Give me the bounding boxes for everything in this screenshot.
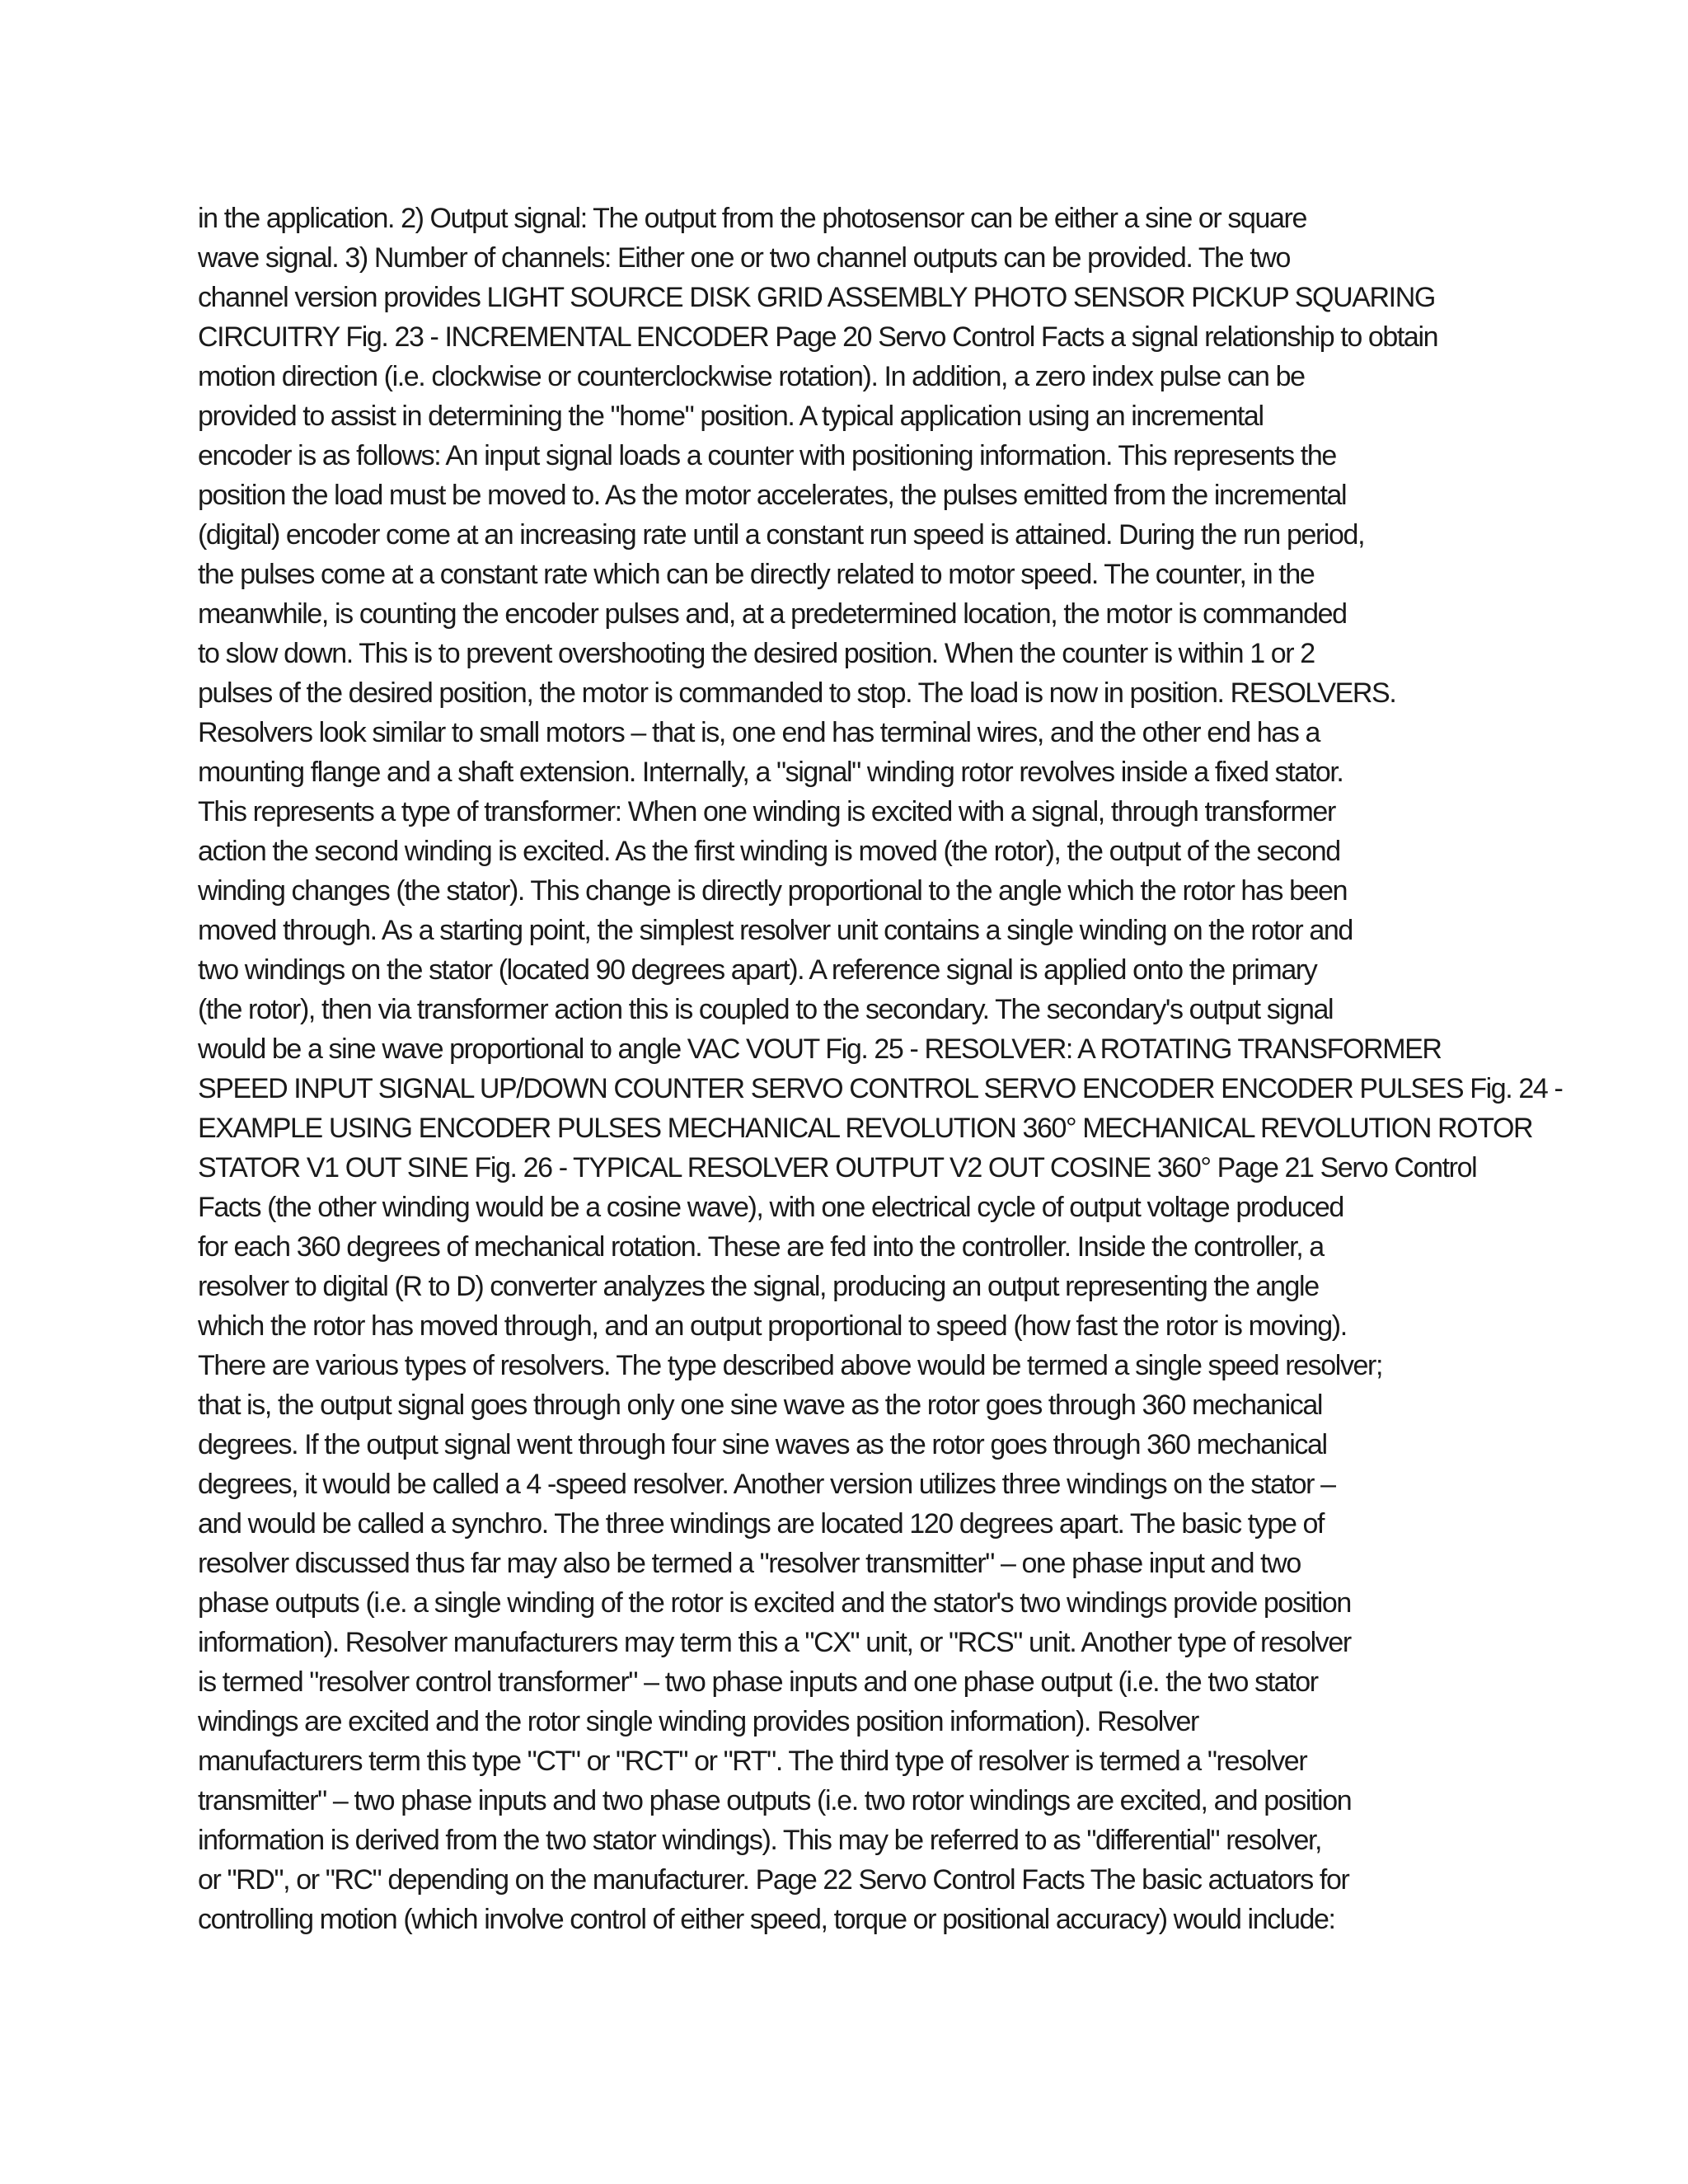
text-line: pulses of the desired position, the motor is commanded to stop. The load is now in position. RESOLVERS. <box>198 677 1396 709</box>
text-line: position the load must be moved to. As the motor accelerates, the pulses emitted from the incremental <box>198 480 1347 511</box>
text-line: is termed "resolver control transformer" – two phase inputs and one phase output (i.e. the two stator <box>198 1666 1318 1698</box>
text-line: phase outputs (i.e. a single winding of the rotor is excited and the stator's two windings provide position <box>198 1587 1351 1619</box>
text-line: winding changes (the stator). This change is directly proportional to the angle which the rotor has been <box>198 875 1348 907</box>
text-line: encoder is as follows: An input signal loads a counter with positioning information. This represents the <box>198 440 1336 471</box>
text-line: resolver discussed thus far may also be termed a "resolver transmitter" – one phase input and two <box>198 1548 1301 1579</box>
text-line: degrees. If the output signal went through four sine waves as the rotor goes through 360 mechanical <box>198 1429 1327 1460</box>
text-line: which the rotor has moved through, and an output proportional to speed (how fast the rotor is moving). <box>198 1310 1347 1342</box>
text-line: (the rotor), then via transformer action this is coupled to the secondary. The secondary's output signal <box>198 994 1334 1025</box>
text-line: manufacturers term this type "CT" or "RCT" or "RT". The third type of resolver is termed a "resolver <box>198 1746 1307 1777</box>
text-line: information is derived from the two stator windings). This may be referred to as "differential" resolver, <box>198 1825 1322 1856</box>
text-line: to slow down. This is to prevent overshooting the desired position. When the counter is within 1 or 2 <box>198 638 1315 669</box>
text-line: transmitter" – two phase inputs and two phase outputs (i.e. two rotor windings are excited, and position <box>198 1785 1352 1816</box>
text-line: Resolvers look similar to small motors – that is, one end has terminal wires, and the other end has a <box>198 717 1320 748</box>
text-line: windings are excited and the rotor single winding provides position information). Resolver <box>198 1706 1198 1737</box>
text-line: (digital) encoder come at an increasing rate until a constant run speed is attained. During the run period, <box>198 519 1365 551</box>
text-line: degrees, it would be called a 4 -speed resolver. Another version utilizes three windings on the stator – <box>198 1469 1335 1500</box>
text-line: motion direction (i.e. clockwise or counterclockwise rotation). In addition, a zero index pulse can be <box>198 361 1305 392</box>
text-line: Facts (the other winding would be a cosine wave), with one electrical cycle of output voltage produced <box>198 1192 1343 1223</box>
text-line: and would be called a synchro. The three windings are located 120 degrees apart. The basic type of <box>198 1508 1325 1540</box>
text-line: the pulses come at a constant rate which can be directly related to motor speed. The counter, in the <box>198 559 1315 590</box>
text-line: action the second winding is excited. As the first winding is moved (the rotor), the output of the second <box>198 836 1340 867</box>
text-line: SPEED INPUT SIGNAL UP/DOWN COUNTER SERVO CONTROL SERVO ENCODER ENCODER PULSES Fig. 24 - <box>198 1073 1563 1104</box>
text-line: STATOR V1 OUT SINE Fig. 26 - TYPICAL RESOLVER OUTPUT V2 OUT COSINE 360° Page 21 Servo Control <box>198 1152 1477 1183</box>
text-line: resolver to digital (R to D) converter analyzes the signal, producing an output representing the angle <box>198 1271 1319 1302</box>
text-line: meanwhile, is counting the encoder pulses and, at a predetermined location, the motor is commanded <box>198 598 1347 630</box>
text-line: controlling motion (which involve control of either speed, torque or positional accuracy) would include: <box>198 1904 1335 1935</box>
text-line: provided to assist in determining the "home" position. A typical application using an incremental <box>198 401 1264 432</box>
text-line: or "RD", or "RC" depending on the manufacturer. Page 22 Servo Control Facts The basic actuators for <box>198 1864 1349 1896</box>
text-line: There are various types of resolvers. The type described above would be termed a single speed resolver; <box>198 1350 1383 1381</box>
text-line: two windings on the stator (located 90 degrees apart). A reference signal is applied onto the primary <box>198 954 1317 986</box>
text-line: EXAMPLE USING ENCODER PULSES MECHANICAL REVOLUTION 360° MECHANICAL REVOLUTION ROTOR <box>198 1113 1533 1144</box>
text-line: would be a sine wave proportional to angle VAC VOUT Fig. 25 - RESOLVER: A ROTATING TRANSFORMER <box>198 1033 1442 1065</box>
text-line: This represents a type of transformer: When one winding is excited with a signal, through transformer <box>198 796 1335 827</box>
text-line: in the application. 2) Output signal: The output from the photosensor can be either a sine or square <box>198 203 1306 234</box>
text-line: information). Resolver manufacturers may term this a "CX" unit, or "RCS" unit. Another type of resolver <box>198 1627 1351 1658</box>
text-line: moved through. As a starting point, the simplest resolver unit contains a single winding on the rotor and <box>198 915 1353 946</box>
text-line: for each 360 degrees of mechanical rotation. These are fed into the controller. Inside the controller, a <box>198 1231 1324 1263</box>
text-line: mounting flange and a shaft extension. Internally, a "signal" winding rotor revolves inside a fixed stator. <box>198 757 1343 788</box>
text-line: channel version provides LIGHT SOURCE DISK GRID ASSEMBLY PHOTO SENSOR PICKUP SQUARING <box>198 282 1435 313</box>
text-line: wave signal. 3) Number of channels: Either one or two channel outputs can be provided. The two <box>198 242 1290 274</box>
text-line: CIRCUITRY Fig. 23 - INCREMENTAL ENCODER Page 20 Servo Control Facts a signal relationship to obtain <box>198 321 1438 353</box>
body-text <box>198 199 1563 1939</box>
text-line: that is, the output signal goes through only one sine wave as the rotor goes through 360 mechanical <box>198 1390 1323 1421</box>
